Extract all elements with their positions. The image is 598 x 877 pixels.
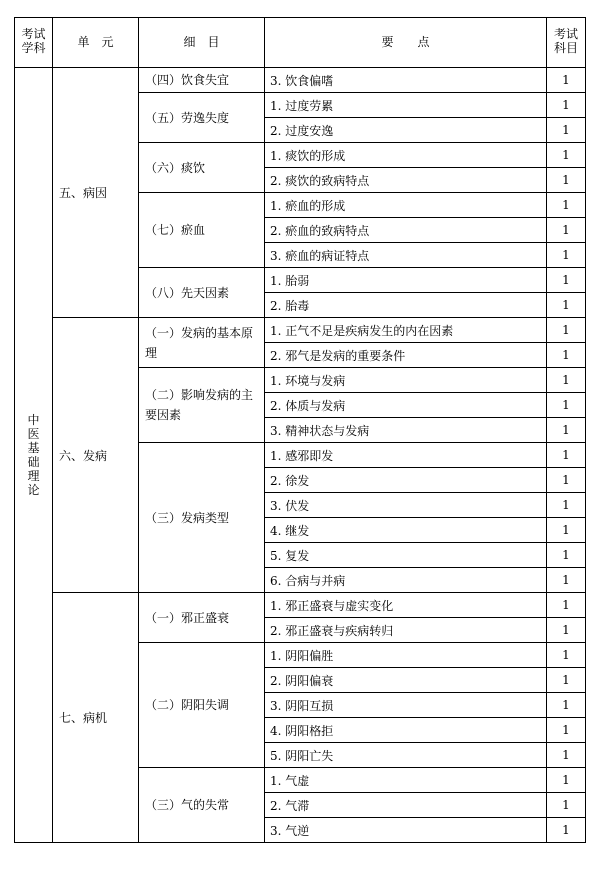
- detail-cell: （五）劳逸失度: [139, 93, 265, 143]
- score-cell: 1: [547, 318, 586, 343]
- score-cell: 1: [547, 518, 586, 543]
- unit-cell: 六、发病: [53, 318, 139, 593]
- detail-cell: （七）瘀血: [139, 193, 265, 268]
- header-points: 要 点: [265, 18, 547, 68]
- detail-cell: （三）发病类型: [139, 443, 265, 593]
- syllabus-table: [14, 17, 586, 843]
- score-cell: 1: [547, 368, 586, 393]
- point-cell: 3. 瘀血的病证特点: [265, 243, 547, 268]
- point-cell: 2. 邪气是发病的重要条件: [265, 343, 547, 368]
- score-cell: 1: [547, 193, 586, 218]
- score-cell: 1: [547, 243, 586, 268]
- unit-cell: 五、病因: [53, 68, 139, 318]
- score-cell: 1: [547, 443, 586, 468]
- score-cell: 1: [547, 418, 586, 443]
- point-cell: 1. 气虚: [265, 768, 547, 793]
- header-subject: 考试学科: [15, 18, 53, 68]
- detail-cell: （六）痰饮: [139, 143, 265, 193]
- header-unit: 单 元: [53, 18, 139, 68]
- unit-cell: 七、病机: [53, 593, 139, 843]
- point-cell: 3. 饮食偏嗜: [265, 68, 547, 93]
- point-cell: 3. 精神状态与发病: [265, 418, 547, 443]
- score-cell: 1: [547, 118, 586, 143]
- header-row: [15, 18, 586, 68]
- point-cell: 2. 徐发: [265, 468, 547, 493]
- detail-cell: （一）邪正盛衰: [139, 593, 265, 643]
- detail-cell: （八）先天因素: [139, 268, 265, 318]
- score-cell: 1: [547, 568, 586, 593]
- point-cell: 3. 气逆: [265, 818, 547, 843]
- header-detail: 细 目: [139, 18, 265, 68]
- point-cell: 1. 邪正盛衰与虚实变化: [265, 593, 547, 618]
- score-cell: 1: [547, 343, 586, 368]
- point-cell: 1. 环境与发病: [265, 368, 547, 393]
- score-cell: 1: [547, 593, 586, 618]
- score-cell: 1: [547, 668, 586, 693]
- point-cell: 2. 胎毒: [265, 293, 547, 318]
- point-cell: 1. 正气不足是疾病发生的内在因素: [265, 318, 547, 343]
- score-cell: 1: [547, 293, 586, 318]
- detail-cell: （二）阴阳失调: [139, 643, 265, 768]
- score-cell: 1: [547, 718, 586, 743]
- detail-cell: （二）影响发病的主要因素: [139, 368, 265, 443]
- point-cell: 3. 伏发: [265, 493, 547, 518]
- point-cell: 1. 痰饮的形成: [265, 143, 547, 168]
- score-cell: 1: [547, 168, 586, 193]
- point-cell: 6. 合病与并病: [265, 568, 547, 593]
- point-cell: 5. 复发: [265, 543, 547, 568]
- score-cell: 1: [547, 818, 586, 843]
- score-cell: 1: [547, 143, 586, 168]
- point-cell: 1. 瘀血的形成: [265, 193, 547, 218]
- table-row: [15, 318, 586, 343]
- point-cell: 2. 体质与发病: [265, 393, 547, 418]
- point-cell: 2. 瘀血的致病特点: [265, 218, 547, 243]
- point-cell: 4. 阴阳格拒: [265, 718, 547, 743]
- score-cell: 1: [547, 693, 586, 718]
- detail-cell: （四）饮食失宜: [139, 68, 265, 93]
- table-row: [15, 593, 586, 618]
- score-cell: 1: [547, 268, 586, 293]
- detail-cell: （一）发病的基本原理: [139, 318, 265, 368]
- score-cell: 1: [547, 743, 586, 768]
- score-cell: 1: [547, 218, 586, 243]
- score-cell: 1: [547, 393, 586, 418]
- point-cell: 2. 邪正盛衰与疾病转归: [265, 618, 547, 643]
- score-cell: 1: [547, 543, 586, 568]
- point-cell: 1. 阴阳偏胜: [265, 643, 547, 668]
- point-cell: 1. 胎弱: [265, 268, 547, 293]
- score-cell: 1: [547, 468, 586, 493]
- point-cell: 1. 过度劳累: [265, 93, 547, 118]
- subject-label: 中医基础理论: [27, 413, 40, 497]
- syllabus-body: [15, 68, 586, 843]
- header-score: 考试科目: [547, 18, 586, 68]
- score-cell: 1: [547, 93, 586, 118]
- detail-cell: （三）气的失常: [139, 768, 265, 843]
- table-row: [15, 68, 586, 93]
- point-cell: 4. 继发: [265, 518, 547, 543]
- point-cell: 2. 过度安逸: [265, 118, 547, 143]
- score-cell: 1: [547, 618, 586, 643]
- point-cell: 2. 气滞: [265, 793, 547, 818]
- score-cell: 1: [547, 768, 586, 793]
- score-cell: 1: [547, 68, 586, 93]
- point-cell: 3. 阴阳互损: [265, 693, 547, 718]
- point-cell: 1. 感邪即发: [265, 443, 547, 468]
- score-cell: 1: [547, 793, 586, 818]
- subject-cell: [15, 68, 53, 843]
- point-cell: 2. 痰饮的致病特点: [265, 168, 547, 193]
- point-cell: 5. 阴阳亡失: [265, 743, 547, 768]
- score-cell: 1: [547, 643, 586, 668]
- point-cell: 2. 阴阳偏衰: [265, 668, 547, 693]
- score-cell: 1: [547, 493, 586, 518]
